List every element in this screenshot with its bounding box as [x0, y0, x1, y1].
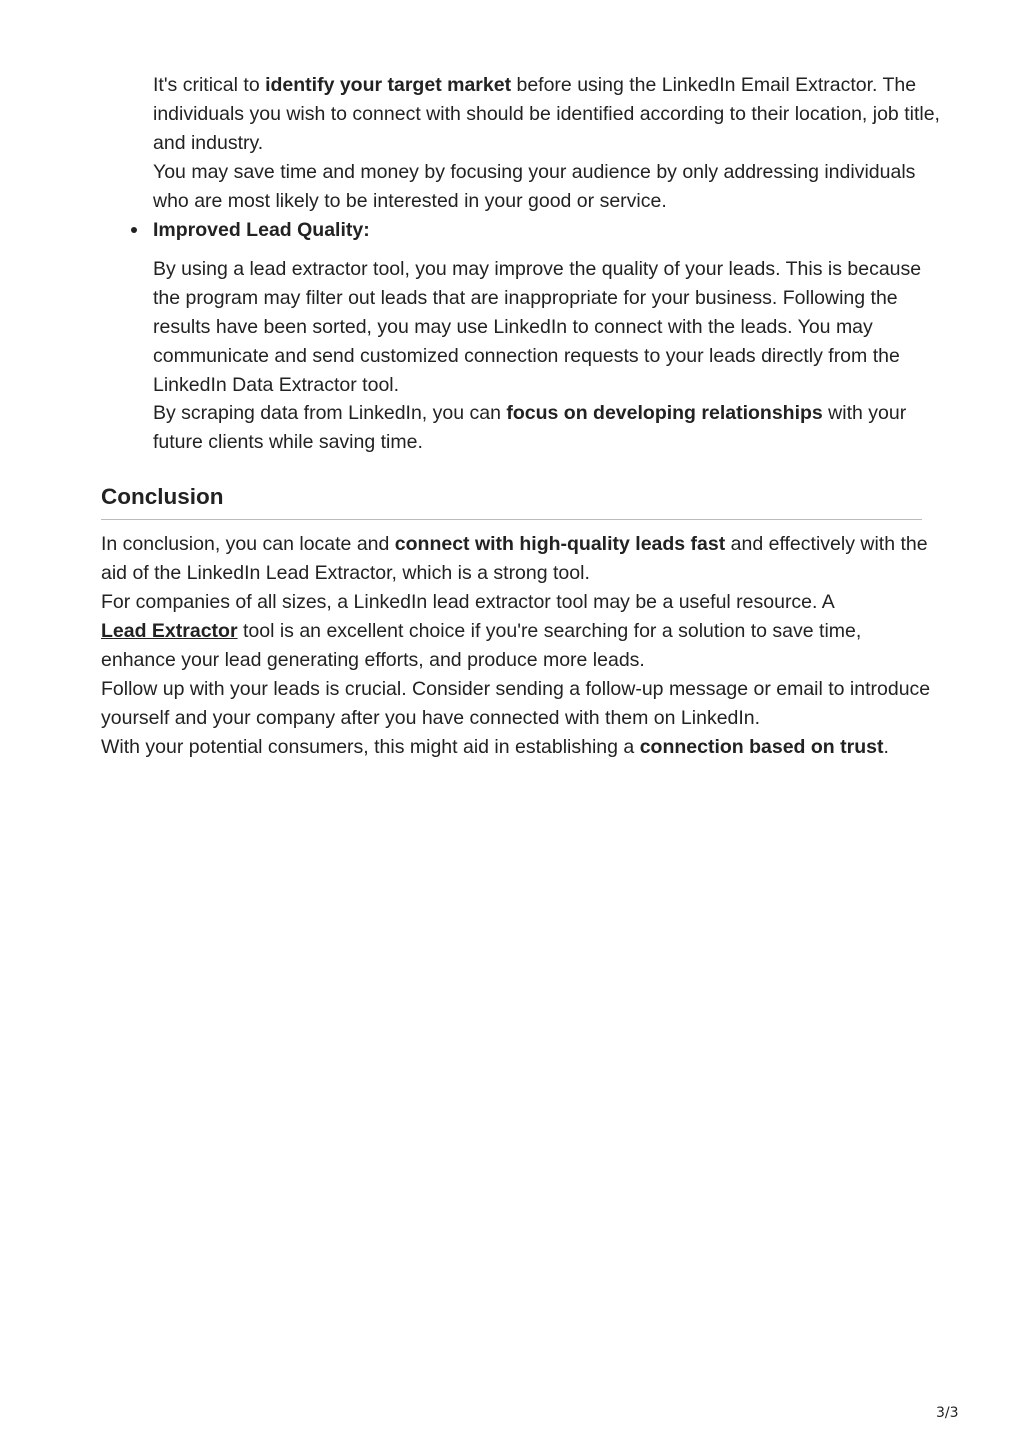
text-run: You may save time and money by focusing your audience by only addressing individuals who are most likely to be interested in your good or service.	[153, 161, 916, 212]
bold-run: identify your target market	[265, 74, 512, 96]
conclusion-paragraph-4	[101, 675, 931, 733]
conclusion-paragraph-1	[101, 530, 931, 588]
lead-extractor-link[interactable]: Lead Extractor	[101, 620, 238, 642]
bullet-title-text: Improved Lead Quality:	[153, 219, 370, 241]
bold-run: connect with high-quality leads fast	[394, 533, 726, 555]
text-run: .	[883, 736, 889, 758]
bold-run: focus on developing relationships	[506, 402, 823, 424]
bullet-icon	[131, 227, 137, 233]
text-run: before using the LinkedIn Email Extractor. The individuals you wish to connect with should be identified according to their location, job title, and industry.	[153, 74, 940, 154]
text-run: In conclusion, you can locate and	[101, 533, 395, 555]
lead-quality-paragraph-2	[153, 399, 943, 457]
target-market-paragraph	[153, 71, 943, 158]
conclusion-paragraph-2	[101, 588, 931, 617]
bullet-title	[153, 216, 943, 245]
text-run: and effectively with the aid of the LinkedIn Lead Extractor, which is a strong tool.	[101, 533, 928, 584]
text-run: With your potential consumers, this might aid in establishing a	[101, 736, 640, 758]
text-run: By scraping data from LinkedIn, you can	[153, 402, 507, 424]
section-heading: Conclusion	[101, 484, 224, 509]
text-run: For companies of all sizes, a LinkedIn lead extractor tool may be a useful resource. A	[101, 591, 835, 613]
conclusion-paragraph-5	[101, 733, 931, 762]
text-run: Follow up with your leads is crucial. Consider sending a follow-up message or email to introduce yourself and your company after you have connected with them on LinkedIn.	[101, 678, 931, 729]
bold-run: connection based on trust	[639, 736, 884, 758]
lead-quality-paragraph	[153, 255, 943, 400]
text-run: tool is an excellent choice if you're searching for a solution to save time, enhance your lead generating efforts, and produce more leads.	[101, 620, 862, 671]
heading-divider	[101, 519, 922, 520]
text-run: By using a lead extractor tool, you may improve the quality of your leads. This is because the program may filter out leads that are inappropriate for your business. Following the results have been sorted, you may use LinkedIn to connect with the leads. You may communicate and send customized connection requests to your leads directly from the LinkedIn Data Extractor tool.	[153, 258, 922, 396]
target-market-paragraph-2	[153, 158, 943, 216]
page-number: 3/3	[936, 1405, 959, 1421]
text-run: It's critical to	[153, 74, 266, 96]
text-run: with your future clients while saving time.	[153, 402, 907, 453]
conclusion-paragraph-3	[101, 617, 931, 675]
